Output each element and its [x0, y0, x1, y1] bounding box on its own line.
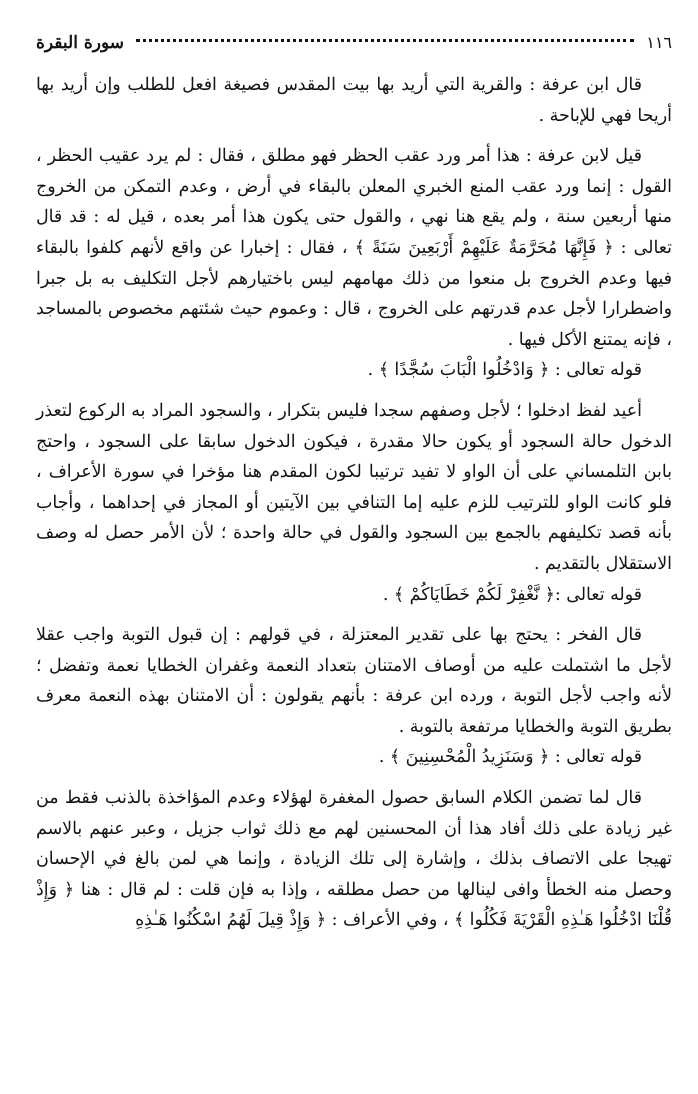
running-header — [36, 30, 672, 56]
page-number: ١١٦ — [646, 33, 672, 52]
dotted-leader — [136, 39, 634, 42]
surah-title: سورة البقرة — [36, 33, 124, 53]
paragraph-muhsinin-discussion: قال لما تضمن الكلام السابق حصول المغفرة لهؤلاء وعدم المؤاخذة بالذنب فقط من غير زيادة على ذلك أفاد هذا أن المحسنين لهم مع ذلك ثواب جزيل ، وعبر عنهم بالاسم تهيجا على الاتصاف بذلك ، وإشارة إلى تلك الزيادة ، وإنما هي لمن بالغ في الإحسان وحصل منه الخطأ وافى لينالها من حصل مطلقه ، وإذا به فإن قلت : لم قال : هنا ﴿ وَإِذْ قُلْنَا ادْخُلُوا هَـٰذِهِ الْقَرْيَةَ فَكُلُوا ﴾ ، وفي الأعراف : ﴿ وَإِذْ قِيلَ لَهُمُ اسْكُنُوا هَـٰذِهِ — [36, 788, 672, 931]
document-page — [36, 30, 672, 1080]
body-text — [36, 70, 672, 936]
paragraph-ibn-arafa-qarya: قال ابن عرفة : والقرية التي أريد بها بيت المقدس فصيغة افعل للطلب وإن أريد بها أريحا فهي للإباحة . — [36, 75, 672, 126]
verse-heading-naghfir-lakum: قوله تعالى :﴿ نَّغْفِرْ لَكُمْ خَطَايَاكُمْ ﴾ . — [382, 584, 642, 605]
paragraph-fakhr-mutazila: قال الفخر : يحتج بها على تقدير المعتزلة ، في قولهم : إن قبول التوبة واجب عقلا لأجل ما اشتملت عليه من أوصاف الامتنان بتعداد النعمة وغفران الخطايا نعمة وتفضل ؛ لأنه واجب لأجل التوبة ، ورده ابن عرفة : بأنهم يقولون : أن الامتنان بهذه النعمة معرف بطريق التوبة والخطايا مرتفعة بالتوبة . — [36, 625, 672, 737]
paragraph-hazr-discussion: قيل لابن عرفة : هذا أمر ورد عقب الحظر فهو مطلق ، فقال : لم يرد عقيب الحظر ، القول : إنما ورد عقب المنع الخبري المعلن بالبقاء في أرض ، وعدم التمكن من الخروج منها أربعين سنة ، ولم يقع هنا نهي ، والقول حتى يكون هذا أمر بعده ، قيل له : قد قال تعالى : ﴿ فَإِنَّهَا مُحَرَّمَةٌ عَلَيْهِمْ أَرْبَعِينَ سَنَةً ﴾ ، فقال : إخبارا عن واقع لأنهم كلفوا بالبقاء فيها وعدم الخروج بل منعوا من ذلك مهامهم ليس باختيارهم لأجل التكليف به بل جبرا واضطرارا لأجل عدم قدرتهم على الخروج ، قال : وعموم حيث شئتهم مخصوص بالمساجد ، فإنه يمتنع الأكل فيها . — [36, 146, 672, 350]
verse-heading-sanazid-almuhsinin: قوله تعالى : ﴿ وَسَنَزِيدُ الْمُحْسِنِينَ ﴾ . — [378, 747, 642, 768]
verse-heading-wadkhulu-albab: قوله تعالى : ﴿ وَادْخُلُوا الْبَابَ سُجَّدًا ﴾ . — [367, 360, 642, 381]
paragraph-sujud-discussion: أعيد لفظ ادخلوا ؛ لأجل وصفهم سجدا فليس بتكرار ، والسجود المراد به الركوع لتعذر الدخول حالة السجود أو يكون حالا مقدرة ، فيكون الدخول سابقا على السجود ، واحتج بابن التلمساني على أن الواو لا تفيد ترتيبا لكون المقدم هنا مؤخرا في سورة الأعراف ، فلو كانت الواو للترتيب للزم عليه إما التنافي بين الآيتين أو المجاز في إحداهما ، وأجاب بأنه قصد تكليفهم بالجمع بين السجود والقول في حالة واحدة ؛ لأن الأمر حصل له وصف الاستقلال بالتقديم . — [36, 400, 672, 574]
